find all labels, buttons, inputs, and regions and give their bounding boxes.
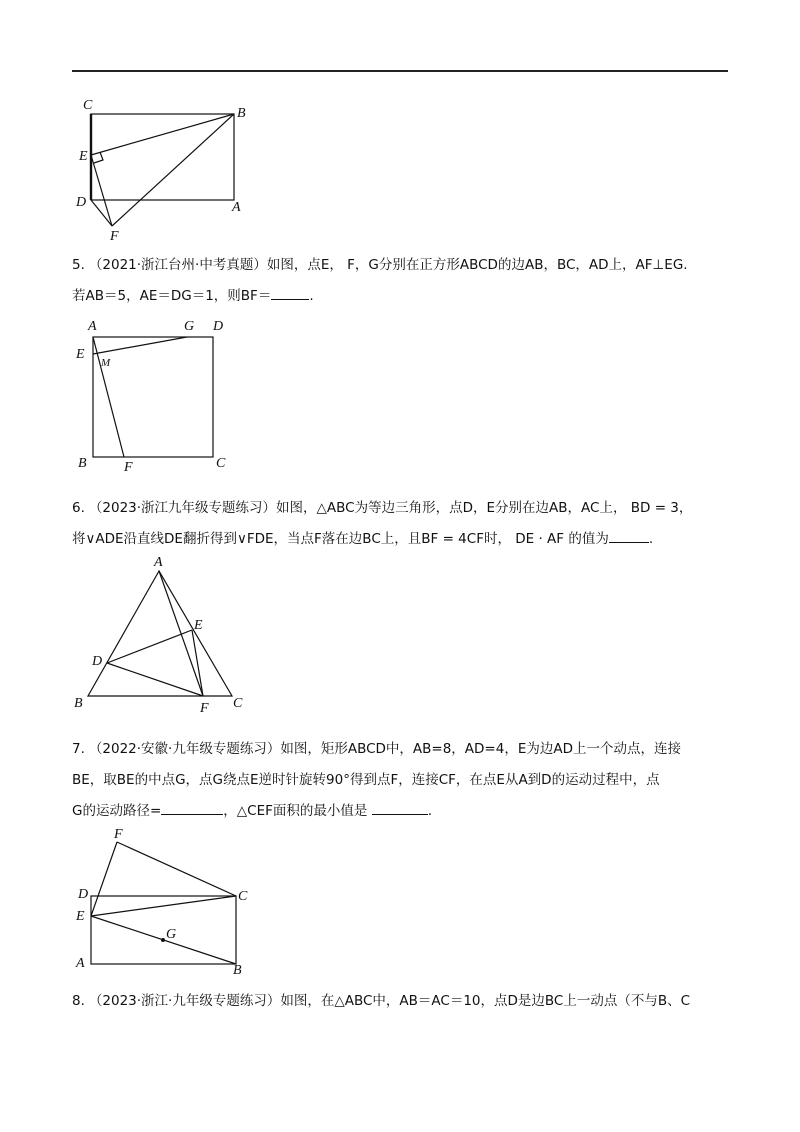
q7-label-b: B bbox=[233, 963, 242, 978]
question-8 bbox=[72, 986, 732, 1017]
question-7-line3-text: G的运动路径= bbox=[72, 803, 162, 819]
q4-rectangle bbox=[91, 114, 234, 200]
q5-label-a: A bbox=[88, 319, 97, 334]
question-7-line1-text: （2022·安徽·九年级专题练习）如图，矩形ABCD中，AB=8，AD=4，E为边AD上一个动点，连接 bbox=[88, 741, 681, 757]
question-7-line3-end: . bbox=[427, 803, 432, 819]
q5-label-d: D bbox=[213, 319, 224, 334]
question-6-number: 6. bbox=[72, 500, 85, 516]
question-6 bbox=[72, 493, 732, 555]
q4-segment-ef bbox=[91, 155, 112, 226]
q6-label-c: C bbox=[233, 696, 243, 711]
q4-label-f: F bbox=[110, 229, 119, 244]
q6-label-e: E bbox=[194, 618, 203, 633]
question-5-number: 5. bbox=[72, 257, 85, 273]
q6-segment-de bbox=[107, 630, 192, 663]
q6-triangle-abc bbox=[88, 571, 232, 696]
question-8-number: 8. bbox=[72, 993, 85, 1009]
answer-blank[interactable] bbox=[609, 528, 649, 543]
q4-label-e: E bbox=[79, 149, 88, 164]
question-6-line2 bbox=[72, 524, 732, 555]
question-6-line1-text: （2023·浙江九年级专题练习）如图，△ABC为等边三角形，点D，E分别在边AB，AC上， BD = 3， bbox=[88, 500, 693, 516]
q6-label-b: B bbox=[74, 696, 83, 711]
answer-blank-area[interactable] bbox=[372, 800, 428, 815]
figure-q7 bbox=[70, 828, 260, 978]
question-7-line3 bbox=[72, 796, 732, 827]
q5-square bbox=[93, 337, 213, 457]
q7-segment-ec bbox=[91, 896, 236, 916]
question-7-line1 bbox=[72, 734, 732, 765]
q4-segment-bf bbox=[112, 114, 234, 226]
question-8-line1-text: （2023·浙江·九年级专题练习）如图，在△ABC中，AB＝AC＝10，点D是边BC上一动点（不与B、C bbox=[88, 993, 691, 1009]
question-5 bbox=[72, 250, 732, 312]
question-6-line2-text: 将∨ADE沿直线DE翻折得到∨FDE，当点F落在边BC上，且BF = 4CF时， DE · AF 的值为 bbox=[72, 531, 609, 547]
q4-label-b: B bbox=[237, 106, 246, 121]
q7-label-d: D bbox=[78, 887, 89, 902]
figure-q6 bbox=[70, 555, 260, 715]
q6-label-a: A bbox=[154, 555, 163, 570]
answer-blank-path[interactable] bbox=[161, 800, 223, 815]
q5-label-e: E bbox=[76, 347, 85, 362]
q4-label-a: A bbox=[232, 200, 241, 215]
question-5-line2 bbox=[72, 281, 732, 312]
q6-label-f: F bbox=[200, 701, 209, 716]
q7-label-c: C bbox=[238, 889, 248, 904]
q7-label-g: G bbox=[166, 927, 177, 942]
q7-label-e: E bbox=[76, 909, 85, 924]
question-6-line1 bbox=[72, 493, 732, 524]
q7-label-f: F bbox=[114, 827, 123, 842]
question-6-line2-end: . bbox=[648, 531, 654, 547]
q4-label-c: C bbox=[83, 98, 93, 113]
q4-segment-df bbox=[91, 200, 112, 226]
q4-label-d: D bbox=[76, 195, 87, 210]
q5-label-f: F bbox=[124, 460, 133, 475]
q6-label-d: D bbox=[92, 654, 103, 669]
q5-segment-af bbox=[93, 337, 124, 457]
question-5-line1-text: （2021·浙江台州·中考真题）如图，点E， F，G分别在正方形ABCD的边AB，BC，AD上，AF⊥EG. bbox=[88, 257, 688, 273]
question-5-line2-end: . bbox=[309, 288, 314, 304]
q7-point-g bbox=[161, 938, 165, 942]
figure-q5 bbox=[70, 318, 240, 478]
q5-label-m: M bbox=[101, 357, 111, 369]
q5-label-b: B bbox=[78, 456, 87, 471]
question-7 bbox=[72, 734, 732, 827]
q5-label-c: C bbox=[216, 456, 226, 471]
question-7-line3-mid: ，△CEF面积的最小值是 bbox=[223, 803, 372, 819]
q6-segment-df bbox=[107, 663, 203, 696]
question-5-line1 bbox=[72, 250, 732, 281]
q6-segment-ef bbox=[192, 630, 203, 696]
question-8-line1 bbox=[72, 986, 732, 1017]
question-7-number: 7. bbox=[72, 741, 85, 757]
q6-segment-af bbox=[159, 571, 203, 696]
q7-segment-ef bbox=[91, 842, 117, 916]
q5-segment-eg bbox=[93, 337, 187, 354]
question-5-line2-text: 若AB＝5，AE＝DG＝1，则BF＝ bbox=[72, 288, 272, 304]
header-rule bbox=[72, 70, 728, 72]
question-7-line2: BE，取BE的中点G，点G绕点E逆时针旋转90°得到点F，连接CF，在点E从A到D的运动过程中，点 bbox=[72, 772, 660, 788]
figure-q4 bbox=[70, 92, 260, 242]
answer-blank[interactable] bbox=[271, 285, 309, 300]
q7-label-a: A bbox=[76, 956, 85, 971]
q7-segment-fc bbox=[117, 842, 236, 896]
q5-label-g: G bbox=[184, 319, 195, 334]
